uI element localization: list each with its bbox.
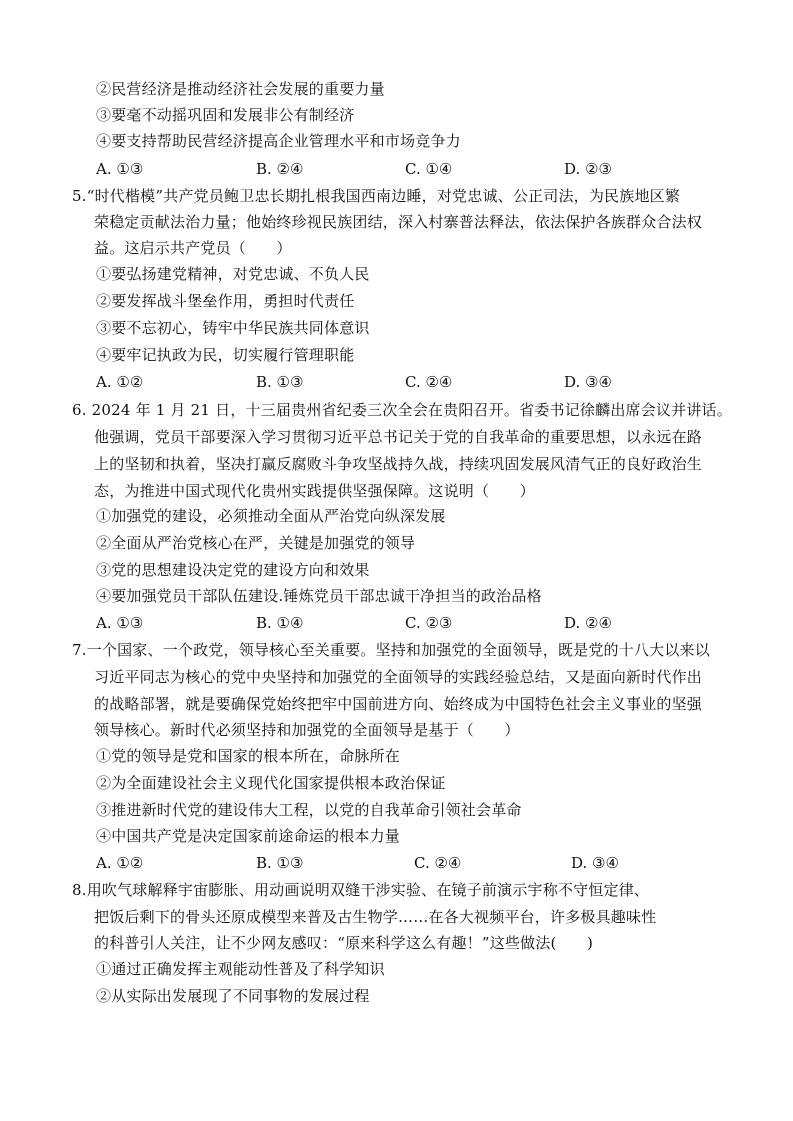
q8-item-2: ②从实际出发展现了不同事物的发展过程 xyxy=(96,987,370,1005)
q6-item-3: ③党的思想建设决定党的建设方向和效果 xyxy=(96,561,370,579)
q6-item-4: ④要加强党员干部队伍建设.锤炼党员干部忠诚干净担当的政治品格 xyxy=(96,587,542,605)
q4-option-b: B. ②④ xyxy=(256,160,304,178)
q7-option-d: D. ③④ xyxy=(571,854,619,872)
q5-item-2: ②要发挥战斗堡垒作用，勇担时代责任 xyxy=(96,292,355,310)
q6-stem-line-1: 6. 2024 年 1 月 21 日，十三届贵州省纪委三次全会在贵阳召开。省委书记徐麟出席会议并讲话。 xyxy=(72,401,732,419)
q6-stem-line-3: 上的坚韧和执着，坚决打赢反腐败斗争攻坚战持久战，持续巩固发展风清气正的良好政治生 xyxy=(94,455,703,473)
q5-item-3: ③要不忘初心，铸牢中华民族共同体意识 xyxy=(96,319,370,337)
q6-stem-line-4: 态，为推进中国式现代化贵州实践提供坚强保障。这说明（ ） xyxy=(94,482,535,500)
q4-option-d: D. ②③ xyxy=(564,160,612,178)
q5-option-b: B. ①③ xyxy=(256,373,304,391)
q6-option-d: D. ②④ xyxy=(564,614,612,632)
q5-item-1: ①要弘扬建党精神，对党忠诚、不负人民 xyxy=(96,265,370,283)
q6-option-a: A. ①③ xyxy=(96,614,144,632)
q7-item-4: ④中国共产党是决定国家前途命运的根本力量 xyxy=(96,827,401,845)
q5-stem-line-1: 5.“时代楷模”共产党员鲍卫忠长期扎根我国西南边睡，对党忠诚、公正司法，为民族地区繁 xyxy=(72,187,681,205)
q6-item-1: ①加强党的建设，必须推动全面从严治党向纵深发展 xyxy=(96,507,446,525)
q7-stem-line-4: 领导核心。新时代必须坚持和加强党的全面领导是基于（ ） xyxy=(94,721,520,739)
q7-option-c: C. ②④ xyxy=(414,854,462,872)
q5-option-c: C. ②④ xyxy=(405,373,453,391)
q4-option-a: A. ①③ xyxy=(96,160,144,178)
q4-item-4: ④要支持帮助民营经济提高企业管理水平和市场竞争力 xyxy=(96,132,461,150)
q5-option-a: A. ①② xyxy=(96,373,144,391)
q8-stem-line-2: 把饭后剩下的骨头还原成模型来普及古生物学……在各大视频平台，许多极具趣味性 xyxy=(94,908,657,926)
q5-stem-line-3: 益。这启示共产党员（ ） xyxy=(94,239,292,257)
q6-item-2: ②全面从严治党核心在严，关键是加强党的领导 xyxy=(96,534,416,552)
q6-stem-line-2: 他强调，党员干部要深入学习贯彻习近平总书记关于党的自我革命的重要思想，以永远在路 xyxy=(94,428,703,446)
q7-stem-line-3: 的战略部署，就是要确保党始终把牢中国前进方向、始终成为中国特色社会主义事业的坚强 xyxy=(94,695,703,713)
q8-stem-line-1: 8.用吹气球解释宇宙膨胀、用动画说明双缝干涉实验、在镜子前演示宇称不守恒定律、 xyxy=(72,881,650,899)
q4-item-3: ③要毫不动摇巩固和发展非公有制经济 xyxy=(96,106,355,124)
q7-option-b: B. ①③ xyxy=(256,854,304,872)
q4-item-2: ②民营经济是推动经济社会发展的重要力量 xyxy=(96,80,385,98)
q7-item-1: ①党的领导是党和国家的根本所在，命脉所在 xyxy=(96,747,401,765)
q8-item-1: ①通过正确发挥主观能动性普及了科学知识 xyxy=(96,960,385,978)
q5-stem-line-2: 荣稳定贡献法治力量；他始终珍视民族团结，深入村寨普法释法，依法保护各族群众合法权 xyxy=(94,213,703,231)
q7-item-2: ②为全面建设社会主义现代化国家提供根本政治保证 xyxy=(96,774,446,792)
q6-option-b: B. ①④ xyxy=(256,614,304,632)
q7-stem-line-1: 7.一个国家、一个政党，领导核心至关重要。坚持和加强党的全面领导，既是党的十八大以来以 xyxy=(72,641,710,659)
q7-item-3: ③推进新时代党的建设伟大工程，以党的自我革命引领社会革命 xyxy=(96,801,522,819)
q4-option-c: C. ①④ xyxy=(405,160,453,178)
q8-stem-line-3: 的科普引人关注，让不少网友感叹：“原来科学这么有趣！”这些做法( ) xyxy=(94,934,594,952)
q5-item-4: ④要牢记执政为民，切实履行管理职能 xyxy=(96,346,355,364)
q5-option-d: D. ③④ xyxy=(564,373,612,391)
q6-option-c: C. ②③ xyxy=(405,614,453,632)
q7-stem-line-2: 习近平同志为核心的党中央坚持和加强党的全面领导的实践经验总结，又是面向新时代作出 xyxy=(94,668,703,686)
q7-option-a: A. ①② xyxy=(96,854,144,872)
